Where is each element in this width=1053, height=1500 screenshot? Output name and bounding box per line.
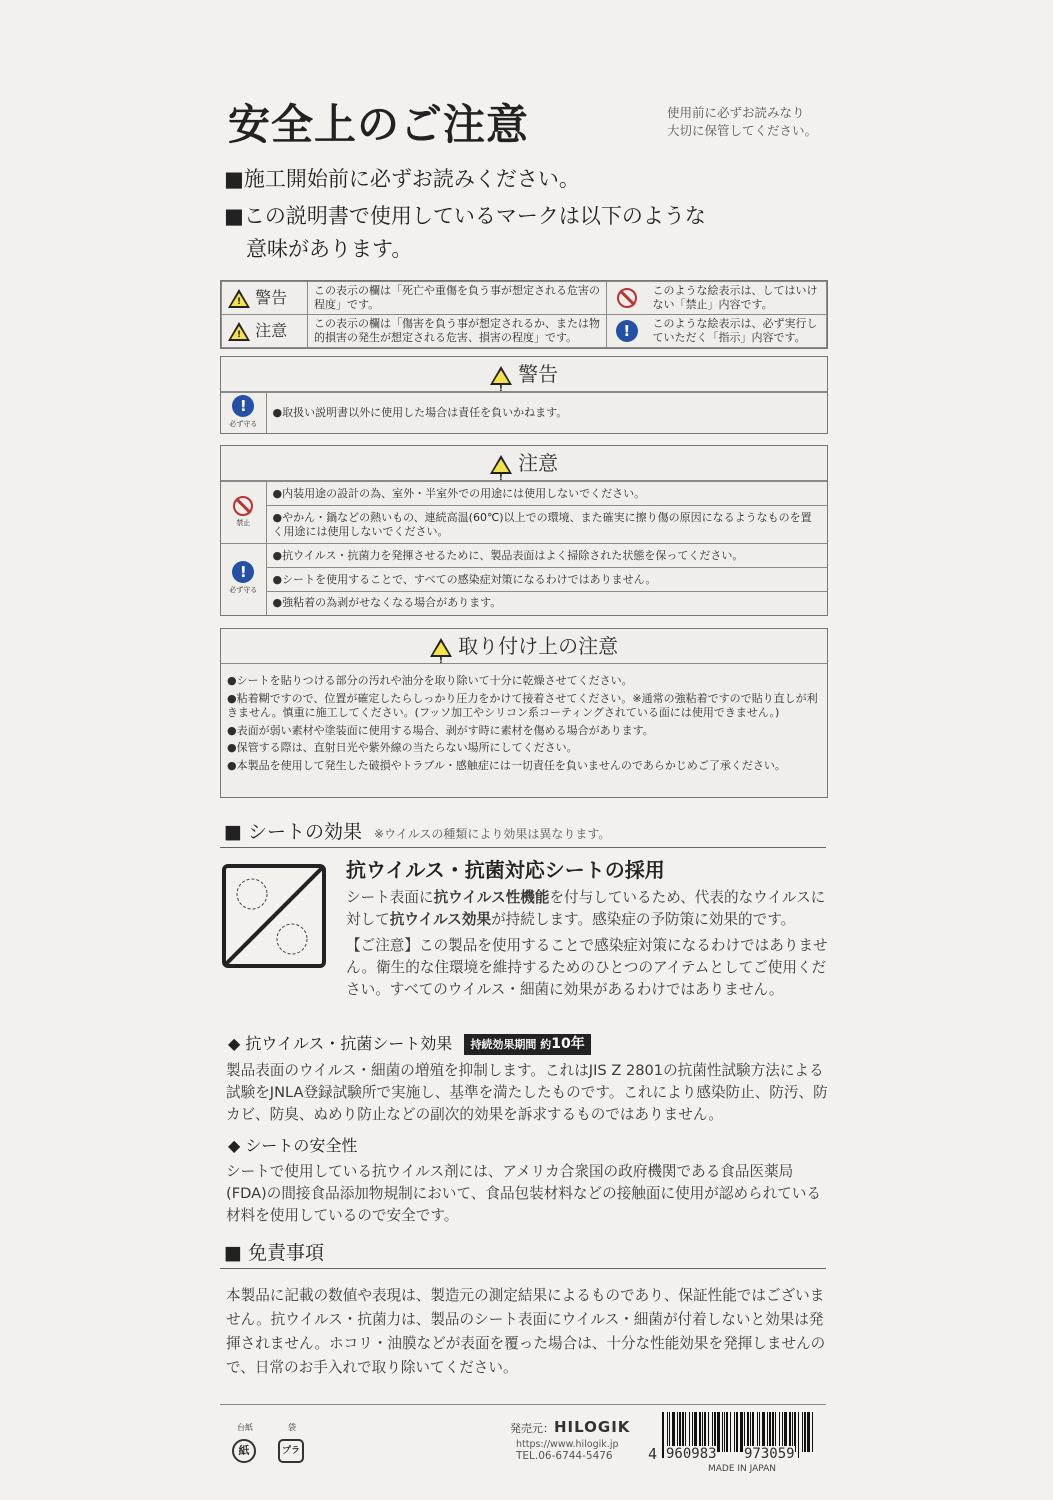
- install-item: ●粘着糊ですので、位置が確定したらしっかり圧力をかけて接着させてください。※通常の強粘着ですので貼り直しが利きません。慎重に施工してください。(フッソ加工やシリコン系コーティングされている面には使用できません。): [227, 691, 818, 719]
- lead-line: ■この説明書で使用しているマークは以下のような: [224, 204, 706, 228]
- barcode-bar: [734, 1412, 735, 1452]
- warning-item: ●取扱い説明書以外に使用した場合は責任を負いかねます。: [266, 393, 827, 434]
- warning-icon: !: [490, 366, 512, 385]
- barcode-bar: [812, 1412, 813, 1452]
- duration-badge: [464, 1034, 590, 1055]
- must-label: 必ず守る: [229, 420, 258, 428]
- barcode-bar: [717, 1412, 720, 1452]
- barcode-bar: [736, 1412, 738, 1452]
- paper-recycle-icon: 紙: [232, 1439, 256, 1463]
- install-item: ●本製品を使用して発生した破損やトラブル・感触症には一切責任を負いませんのであらかじめご了承ください。: [227, 758, 786, 772]
- barcode-digit: 4: [648, 1445, 658, 1463]
- safety-paragraph: シートで使用している抗ウイルス剤には、アメリカ合衆国の政府機関である食品医薬局(FDA)の間接食品添加物規制において、食品包装材料などの接触面に使用が認められている材料を使用しているので安全です。: [226, 1163, 822, 1224]
- subheading: ◆ 抗ウイルス・抗菌シート効果: [228, 1034, 453, 1053]
- installation-box-title: 取り付け上の注意: [458, 634, 619, 658]
- barcode-bar: [740, 1412, 743, 1452]
- bold-text: 抗ウイルス効果: [389, 911, 492, 928]
- install-item: ●保管する際は、直射日光や紫外線の当たらない場所にしてください。: [227, 741, 578, 754]
- caution-item: ●内装用途の設計の為、室外・半室外での用途には使用しないでください。: [266, 482, 827, 506]
- text: シート表面に: [346, 889, 434, 906]
- bold-text: 抗ウイルス性機能: [433, 889, 550, 906]
- barcode-bar: [722, 1412, 723, 1452]
- caution-icon: !: [490, 455, 512, 474]
- badge-value: 10年: [551, 1036, 585, 1052]
- barcode-bar: [662, 1412, 664, 1458]
- mandatory-icon: !: [232, 395, 254, 417]
- barcode-digits: 960983: [666, 1446, 717, 1462]
- barcode-bar: [807, 1412, 810, 1452]
- note-line: 使用前に必ずお読みなり: [667, 105, 805, 120]
- note-line: 大切に保管してください。: [667, 123, 818, 138]
- lead-line: ■施工開始前に必ずお読みください。: [224, 167, 580, 191]
- caution-icon: !: [228, 322, 250, 341]
- legend-must-text: このような絵表示は、必ず実行していただく「指示」内容です。: [647, 315, 827, 348]
- text: が持続します。感染症の予防策に効果的です。: [491, 911, 796, 928]
- section-title: ■ シートの効果: [224, 821, 362, 843]
- read-before-use-note: [667, 104, 817, 140]
- legend-prohibit-text: このような絵表示は、してはいけない「禁止」内容です。: [647, 282, 827, 315]
- label: 袋: [288, 1423, 296, 1432]
- lead-line: 意味があります。: [246, 237, 413, 261]
- legend-caution-text: この表示の欄は「傷害を負う事が想定されるか、または物的損害の発生が想定される危害、損害の程度」です。: [308, 315, 607, 348]
- plastic-recycle-icon: プラ: [278, 1439, 304, 1463]
- barcode-bar: [802, 1412, 803, 1452]
- prohibited-icon: [617, 288, 637, 308]
- page-title: 安全上のご注意: [228, 100, 530, 149]
- prohibited-icon: [233, 496, 253, 516]
- caution-box: [220, 445, 828, 616]
- mandatory-icon: !: [616, 320, 638, 342]
- effect-text-block: [346, 856, 828, 1001]
- seller-info: [510, 1418, 638, 1462]
- disclaimer-text: 本製品に記載の数値や表現は、製造元の測定結果によるものであり、保証性能ではございません。抗ウイルス・抗菌力は、製品のシート表面にウイルス・細菌が付着しないと効果は発揮されません。ホコリ・油膜などが表面を覆った場合は、十分な性能効果を発揮しませんので、日常のお手入れで取り除いてください。: [226, 1287, 826, 1376]
- prohibit-label: 禁止: [236, 518, 251, 527]
- badge-prefix: 約: [540, 1038, 552, 1051]
- seller-tel: TEL.06-6744-5476: [516, 1450, 613, 1462]
- footer-divider: [220, 1404, 826, 1405]
- effect-heading: 抗ウイルス・抗菌対応シートの採用: [346, 858, 665, 882]
- effect-notice: 【ご注意】この製品を使用することで感染症対策になるわけではありません。衛生的な住環境を維持するためのひとつのアイテムとしてご使用ください。すべてのウイルス・細菌に効果があるわけではありません。: [346, 937, 828, 998]
- recycle-paper-mark: [232, 1422, 258, 1463]
- recycle-plastic-mark: [278, 1422, 306, 1463]
- barcode-bar: [726, 1412, 728, 1452]
- label: 台紙: [237, 1423, 253, 1432]
- seller-url: https://www.hilogik.jp: [516, 1439, 619, 1450]
- barcode-bar: [798, 1412, 799, 1458]
- caution-item: ●シートを使用することで、すべての感染症対策になるわけではありません。: [266, 568, 827, 592]
- caution-item: ●強粘着の為剥がせなくなる場合があります。: [266, 592, 827, 615]
- section-effect-heading: [224, 819, 610, 847]
- disclaimer-heading: ■ 免責事項: [224, 1242, 324, 1264]
- made-in-label: MADE IN JAPAN: [708, 1464, 777, 1474]
- barcode-bar: [724, 1412, 725, 1452]
- divider: [220, 1268, 826, 1269]
- barcode: [648, 1412, 820, 1474]
- safety-heading: ◆ シートの安全性: [228, 1136, 358, 1155]
- mandatory-icon: !: [232, 561, 254, 583]
- caution-item: ●抗ウイルス・抗菌力を発揮させるために、製品表面はよく掃除された状態を保ってください。: [266, 544, 827, 568]
- barcode-bar: [730, 1412, 731, 1452]
- caution-item: ●やかん・鍋などの熱いもの、連続高温(60℃)以上での環境、また確実に擦り傷の原因になるようなものを置く用途には使用しないでください。: [266, 506, 827, 544]
- must-label: 必ず守る: [229, 586, 258, 595]
- caution-icon: !: [430, 638, 452, 657]
- installation-box: [220, 628, 828, 798]
- mark-legend-table: [220, 280, 828, 349]
- effect-detail-block: [226, 1032, 830, 1380]
- seller-prefix: 発売元：: [510, 1422, 554, 1435]
- barcode-bar: [804, 1412, 806, 1452]
- caution-box-title: 注意: [518, 451, 559, 475]
- section-note: ※ウイルスの種類により効果は異なります。: [374, 827, 611, 841]
- text: を付与しているため、代表的なウイルスに対して: [346, 889, 826, 928]
- warning-box: [220, 356, 828, 434]
- install-item: ●シートを貼りつける部分の汚れや油分を取り除いて十分に乾燥させてください。: [227, 674, 633, 687]
- antiviral-effect-heading: [226, 1032, 830, 1056]
- warning-box-title: 警告: [518, 362, 559, 386]
- legend-caution-label: 注意: [255, 320, 288, 340]
- install-item: ●表面が弱い素材や塗装面に使用する場合、剥がす時に素材を傷める場合があります。: [227, 723, 654, 737]
- antiviral-paragraph: 製品表面のウイルス・細菌の増殖を抑制します。これはJIS Z 2801の抗菌性試験方法による試験をJNLA登録試験所で実施し、基準を満たしたものです。これにより感染防止、防汚、防カビ、防臭、ぬめり防止などの副次的効果を訴求するものではありません。: [226, 1062, 828, 1123]
- legend-warning-label: 警告: [255, 287, 288, 307]
- effect-paragraph: [346, 887, 828, 931]
- legend-warning-text: この表示の欄は「死亡や重傷を負う事が想定される危害の程度」です。: [308, 282, 607, 315]
- divider: [220, 847, 826, 848]
- badge-label: 持続効果期間: [470, 1038, 537, 1051]
- antivirus-icon: [222, 864, 326, 968]
- seller-name: HILOGIK: [554, 1418, 631, 1436]
- barcode-digits: 973059: [744, 1446, 795, 1462]
- warning-icon: !: [228, 289, 250, 308]
